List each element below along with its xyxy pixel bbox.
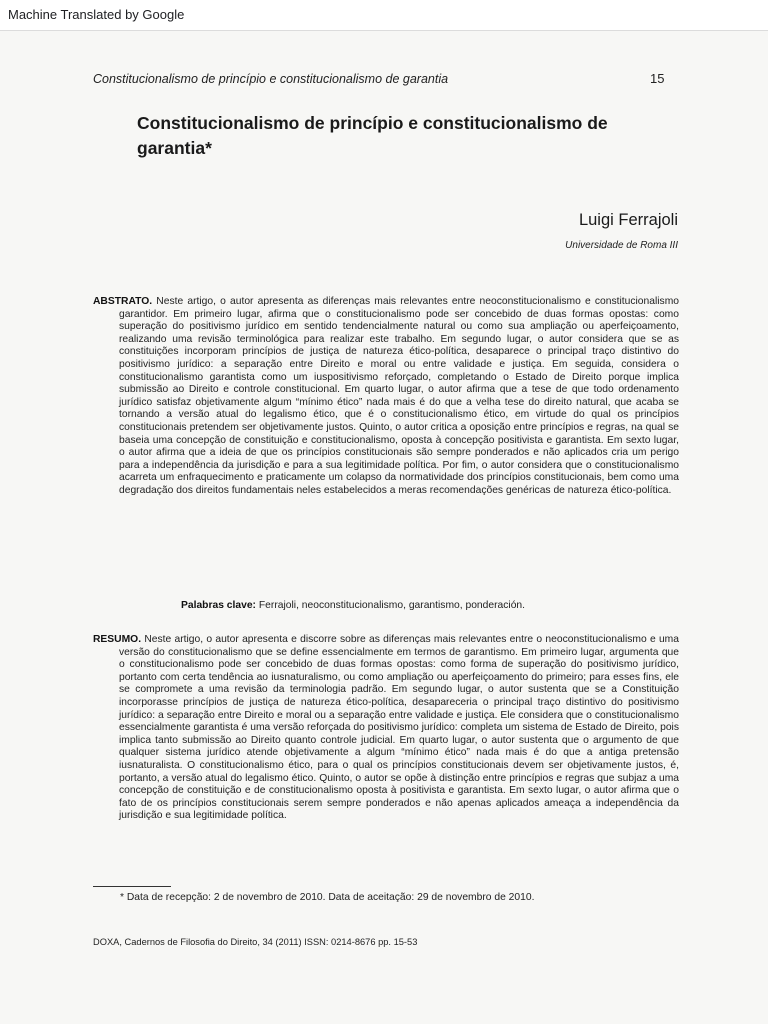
abstract-text: Neste artigo, o autor apresenta as diferenças mais relevantes entre neoconstitucionalismo e constitucionalismo garantidor. Em primeiro lugar, afirma que o constitucionalismo pode ser concebido de duas formas opostas: como superação do positivismo jurídico em sentido tendencialmente natural ou como sua ampliação ou aperfeiçoamento, realizando uma revisão terminológica para realizar este trabalho. Em segundo lugar, o autor considera que se as constituições incorporam princípios de justiça de natureza ético-política, desaparece o principal traço distintivo do positivismo jurídico: a separação entre Direito e moral ou entre validade e justiça. Em seguida, considera o constitucionalismo garantista como um iuspositivismo reforçado, completando o Estado de Direito porque implica submissão ao Direito e controle constitucional. Em quarto lugar, o autor afirma que a tese de que todo ordenamento jurídico satisfaz objetivamente algum “mínimo ético” nada mais é do que a velha tese do direito natural, que acaba se tornando a versão atual do legalismo ético, que é o constitucionalismo ético, em virtude do qual os princípios constitucionais pretendem ser objetivamente justos. Quinto, o autor critica a oposição entre princípios e regras, na qual se baseia uma concepção de constituição e constitucionalismo, oposta à concepção positivista e garantista. Em sexto lugar, o autor afirma que a ideia de que os princípios constitucionais são sempre ponderados e não aplicados cria um perigo para a independência da jurisdição e para a sua legitimidade política. Por fim, o autor considera que o constitucionalismo acarreta um enfraquecimento e praticamente um colapso da normatividade dos princípios constitucionais, bem como uma degradação dos direitos fundamentais neles estabelecidos a meras recomendações genéricas de natureza ético-política. <box>119 296 679 496</box>
author-name: Luigi Ferrajoli <box>578 211 678 229</box>
resumo-text: Neste artigo, o autor apresenta e discorre sobre as diferenças mais relevantes entre o neoconstitucionalismo e uma versão do constitucionalismo que se define essencialmente em termos de garantismo. Em primeiro lugar, argumenta que o constitucionalismo pode ser concebido de duas formas opostas: como forma de superação do positivismo jurídico, portanto com certa tendência ao iusnaturalismo, ou como ampliação ou aperfeiçoamento do primeiro; para esses fins, ele se compromete a uma revisão da terminologia padrão. Em segundo lugar, o autor sustenta que se a Constituição incorporasse princípios de justiça de natureza ético-política, desapareceria o principal traço distintivo do positivismo jurídico: a separação entre Direito e moral ou a separação entre validade e justiça. Ele considera que o constitucionalismo essencialmente garantista é uma versão reforçada do positivismo jurídico: completa um sistema de Estado de Direito, pois implica tanto submissão ao Direito quanto controle judicial. Em quarto lugar, o autor sustenta que o argumento de que qualquer sistema jurídico atende objetivamente a algum “mínimo ético” nada mais é do que a antiga pretensão iusnaturalista. O constitucionalismo ético, para o qual os princípios constitucionais devem ser objetivamente justos, é, portanto, a versão atual do legalismo ético. Quinto, o autor se opõe à distinção entre princípios e regras que subjaz a uma concepção de constituição e de constitucionalismo oposta à positivista e garantista. Em sexto lugar, o autor afirma que o fato de os princípios constitucionais serem sempre ponderados e não apenas aplicados ameaça a independência da jurisdição e sua legitimidade política. <box>119 634 679 822</box>
article-title: Constitucionalismo de princípio e constitucionalismo de garantia* <box>137 113 608 158</box>
footnote-rule <box>93 886 171 887</box>
page-number: 15 <box>650 71 665 86</box>
abstract-paragraph <box>93 296 679 498</box>
banner-text: Machine Translated by Google <box>8 7 185 22</box>
machine-translation-banner <box>0 0 768 31</box>
author-affiliation: Universidade de Roma III <box>565 240 678 251</box>
abstract-label: ABSTRATO. <box>93 296 153 307</box>
resumo-label: RESUMO. <box>93 634 142 645</box>
keywords-text: Ferrajoli, neoconstitucionalismo, garantismo, ponderación. <box>258 600 526 611</box>
footnote: * Data de recepção: 2 de novembro de 2010. Data de aceitação: 29 de novembro de 2010. <box>120 892 535 903</box>
journal-citation: DOXA, Cadernos de Filosofia do Direito, 34 (2011) ISSN: 0214-8676 pp. 15-53 <box>93 937 418 947</box>
keywords-line <box>181 600 525 611</box>
keywords-label: Palabras clave: <box>181 600 256 611</box>
running-head: Constitucionalismo de princípio e constitucionalismo de garantia <box>93 72 449 86</box>
resumo-paragraph <box>93 634 679 823</box>
